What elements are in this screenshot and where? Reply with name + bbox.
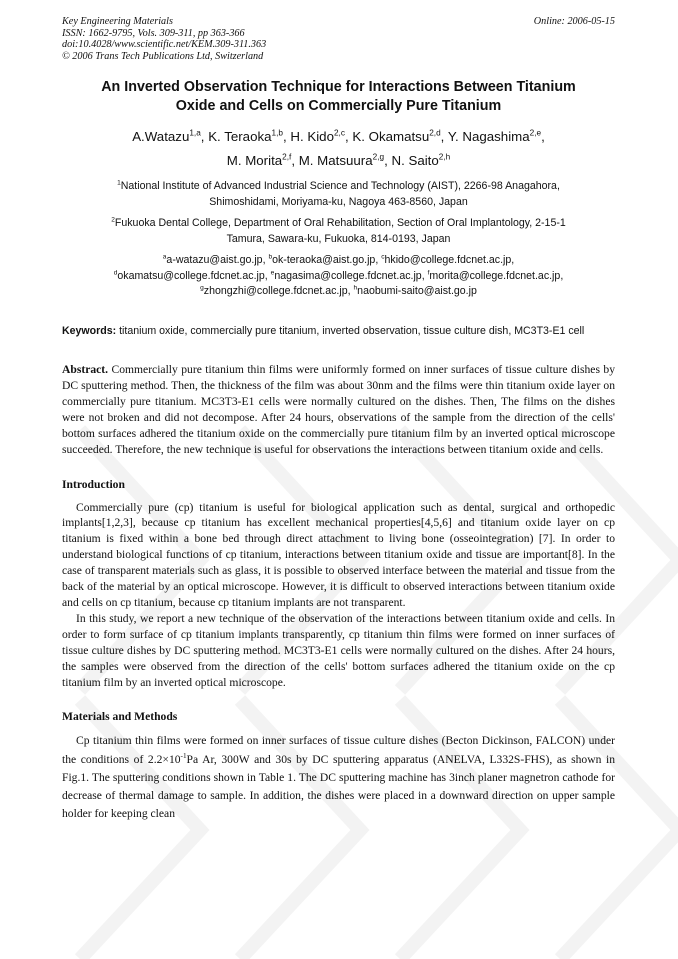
email-link[interactable]: zhongzhi@college.fdcnet.ac.jp [203, 285, 348, 298]
author-emails [62, 253, 615, 300]
affiliation-1 [62, 179, 615, 210]
author-separator: , [282, 129, 291, 145]
author-name: K. Okamatsu [352, 129, 430, 145]
title-line-2: Oxide and Cells on Commercially Pure Titanium [175, 98, 502, 115]
email-marker: b [268, 253, 273, 261]
author-name: M. Morita [226, 153, 283, 169]
journal-issn: ISSN: 1662-9795, Vols. 309-311, pp 363-366 [62, 27, 245, 39]
author-affiliation: 2,e [529, 128, 542, 138]
author-name: N. Saito [391, 153, 439, 169]
affiliation-number: 1 [117, 179, 121, 187]
author-line-2 [62, 149, 615, 173]
author-name: M. Matsuura [298, 153, 373, 169]
journal-info [62, 16, 266, 62]
email-line-3: $^g$zhongzhi@college.fdcnet.ac.jp, $^h$naobumi-saito@aist.go.jp [200, 284, 477, 298]
author-name: Y. Nagashima [447, 129, 530, 145]
email-marker: a [162, 253, 167, 261]
email-line-1: $^a$a-watazu@aist.go.jp, $^b$ok-teraoka@aist.go.jp, $^c$hkido@college.fdcnet.ac.jp, [162, 253, 515, 266]
affiliation-line: National Institute of Advanced Industrial Science and Technology (AIST), 2266-98 Anagahora, [120, 180, 560, 193]
author-affiliation: 1,a [189, 128, 201, 138]
author-separator: , [384, 153, 392, 169]
email-marker: d [113, 269, 118, 277]
exponent: -1 [180, 751, 187, 760]
author-list [62, 125, 615, 173]
introduction-paragraph-1: Commercially pure (cp) titanium is useful for biological application such as dental, surgical and orthopedic implants[1,2,3], because cp titanium has excellent mechanical properties[4,5,6] and titanium oxide layer on cp titanium is fixed within a bone bed through direct attachment to living bone (osseointegration) [7]. In order to understand biological functions of cp titanium, interactions between titanium oxide and tissue are important[8]. In the case of transparent materials such as glass, it is possible to observed interface between the material and tissue from the back of the material by an optical microscope. However, it is difficult to observed interactions between titanium oxide and cells on cp titanium, because cp titanium implants are not transparent. [62, 500, 615, 609]
email-marker: e [270, 269, 275, 277]
email-marker: f [427, 269, 430, 277]
journal-copyright: © 2006 Trans Tech Publications Ltd, Switzerland [62, 50, 264, 62]
author-separator: , [440, 129, 448, 145]
author-separator: , [200, 129, 209, 145]
email-link[interactable]: hkido@college.fdcnet.ac.jp [384, 254, 512, 266]
email-link[interactable]: a-watazu@aist.go.jp [166, 254, 263, 266]
affiliation-line: Fukuoka Dental College, Department of Oral Rehabilitation, Section of Oral Implantology, 2-15-1 [114, 217, 566, 230]
email-link[interactable]: morita@college.fdcnet.ac.jp [429, 269, 561, 282]
introduction-paragraph-2: In this study, we report a new technique of the observation of the interactions between titanium oxide and cells. In order to form surface of cp titanium implants transparently, cp titanium thin films were formed on inner surfaces of tissue culture dishes by DC sputtering method. MC3T3-E1 cells were normally cultured on the dishes. After 24 hours, the samples were observed from the direction of the cells' bottom surfaces adhered the titanium oxide on the cp titanium film by an inverted optical microscope. [62, 611, 615, 689]
author-affiliation: 1,b [271, 128, 283, 138]
methods-heading: Materials and Methods [62, 710, 178, 724]
keywords [62, 324, 615, 339]
journal-name: Key Engineering Materials [62, 16, 173, 27]
author-name: A.Watazu [132, 129, 190, 145]
author-affiliation: 2,f [282, 152, 292, 162]
email-marker: h [353, 284, 358, 292]
author-line-1 [62, 125, 615, 149]
affiliation-number: 2 [111, 216, 115, 224]
introduction-heading: Introduction [62, 477, 125, 491]
email-link[interactable]: naobumi-saito@aist.go.jp [357, 285, 477, 298]
journal-header [62, 16, 615, 62]
paper-content [62, 16, 615, 823]
author-affiliation: 2,c [333, 128, 345, 138]
author-separator: , [291, 153, 299, 169]
journal-doi: doi:10.4028/www.scientific.net/KEM.309-311.363 [62, 39, 267, 51]
affiliation-line: Shimoshidami, Moriyama-ku, Nagoya 463-8560, Japan [209, 195, 468, 208]
abstract [62, 362, 615, 457]
abstract-label: Abstract. [62, 363, 109, 377]
paper-title [62, 78, 615, 116]
author-separator: , [541, 129, 545, 145]
methods-text: Pa Ar, 300W and 30s by DC sputtering apparatus (ANELVA, L332S-FHS), as shown in Fig.1. The sputtering conditions shown in Table 1. The DC sputtering machine has 3inch planer magnetron cathode for decrease of thermal damage to sample. In addition, the dishes were placed in a downward direction on upper sample holder for keeping clean [62, 752, 615, 821]
author-affiliation: 2,d [429, 128, 441, 138]
email-link[interactable]: okamatsu@college.fdcnet.ac.jp [117, 269, 265, 282]
email-marker: c [381, 253, 385, 261]
author-affiliation: 2,g [372, 152, 385, 162]
email-link[interactable]: nagasima@college.fdcnet.ac.jp [274, 269, 422, 282]
author-name: K. Teraoka [208, 129, 272, 145]
keywords-label: Keywords: [62, 324, 117, 337]
email-link[interactable]: ok-teraoka@aist.go.jp [272, 254, 376, 266]
keywords-text: titanium oxide, commercially pure titanium, inverted observation, tissue culture dish, MC3T3-E1 cell [116, 324, 585, 337]
affiliation-2 [62, 216, 615, 247]
abstract-text: Commercially pure titanium thin films were uniformly formed on inner surfaces of tissue culture dishes by DC sputtering method. Then, the thickness of the film was about 30nm and the films were thin titanium oxide layer on commercially pure titanium. MC3T3-E1 cells were normally cultured on the dishes. Then, The films on the dishes were not broken and did not decompose. After 24 hours, observations of the sample from the direction of the cells' bottom surfaces adhered the titanium oxide on the commercially pure titanium film by an inverted optical microscope succeeded. Therefore, the new technique is useful for observations the interactions between titanium oxide and cells. [62, 363, 615, 456]
author-name: H. Kido [290, 129, 334, 145]
email-line-2: $^d$okamatsu@college.fdcnet.ac.jp, $^e$nagasima@college.fdcnet.ac.jp, $^f$morita@college.fdcnet.ac.jp, [113, 269, 564, 282]
author-separator: , [344, 129, 353, 145]
title-line-1: An Inverted Observation Technique for Interactions Between Titanium [101, 79, 576, 96]
online-date: Online: 2006-05-15 [533, 16, 615, 27]
affiliation-line: Tamura, Sawara-ku, Fukuoka, 814-0193, Japan [226, 232, 451, 245]
methods-text: Cp titanium thin films were formed on inner surfaces of tissue culture dishes (Becton Dickinson, FALCON) under the conditions of 2.2×10 [62, 734, 615, 766]
email-marker: g [200, 284, 204, 292]
methods-paragraph-1 [62, 732, 615, 823]
author-affiliation: 2,h [438, 152, 451, 162]
